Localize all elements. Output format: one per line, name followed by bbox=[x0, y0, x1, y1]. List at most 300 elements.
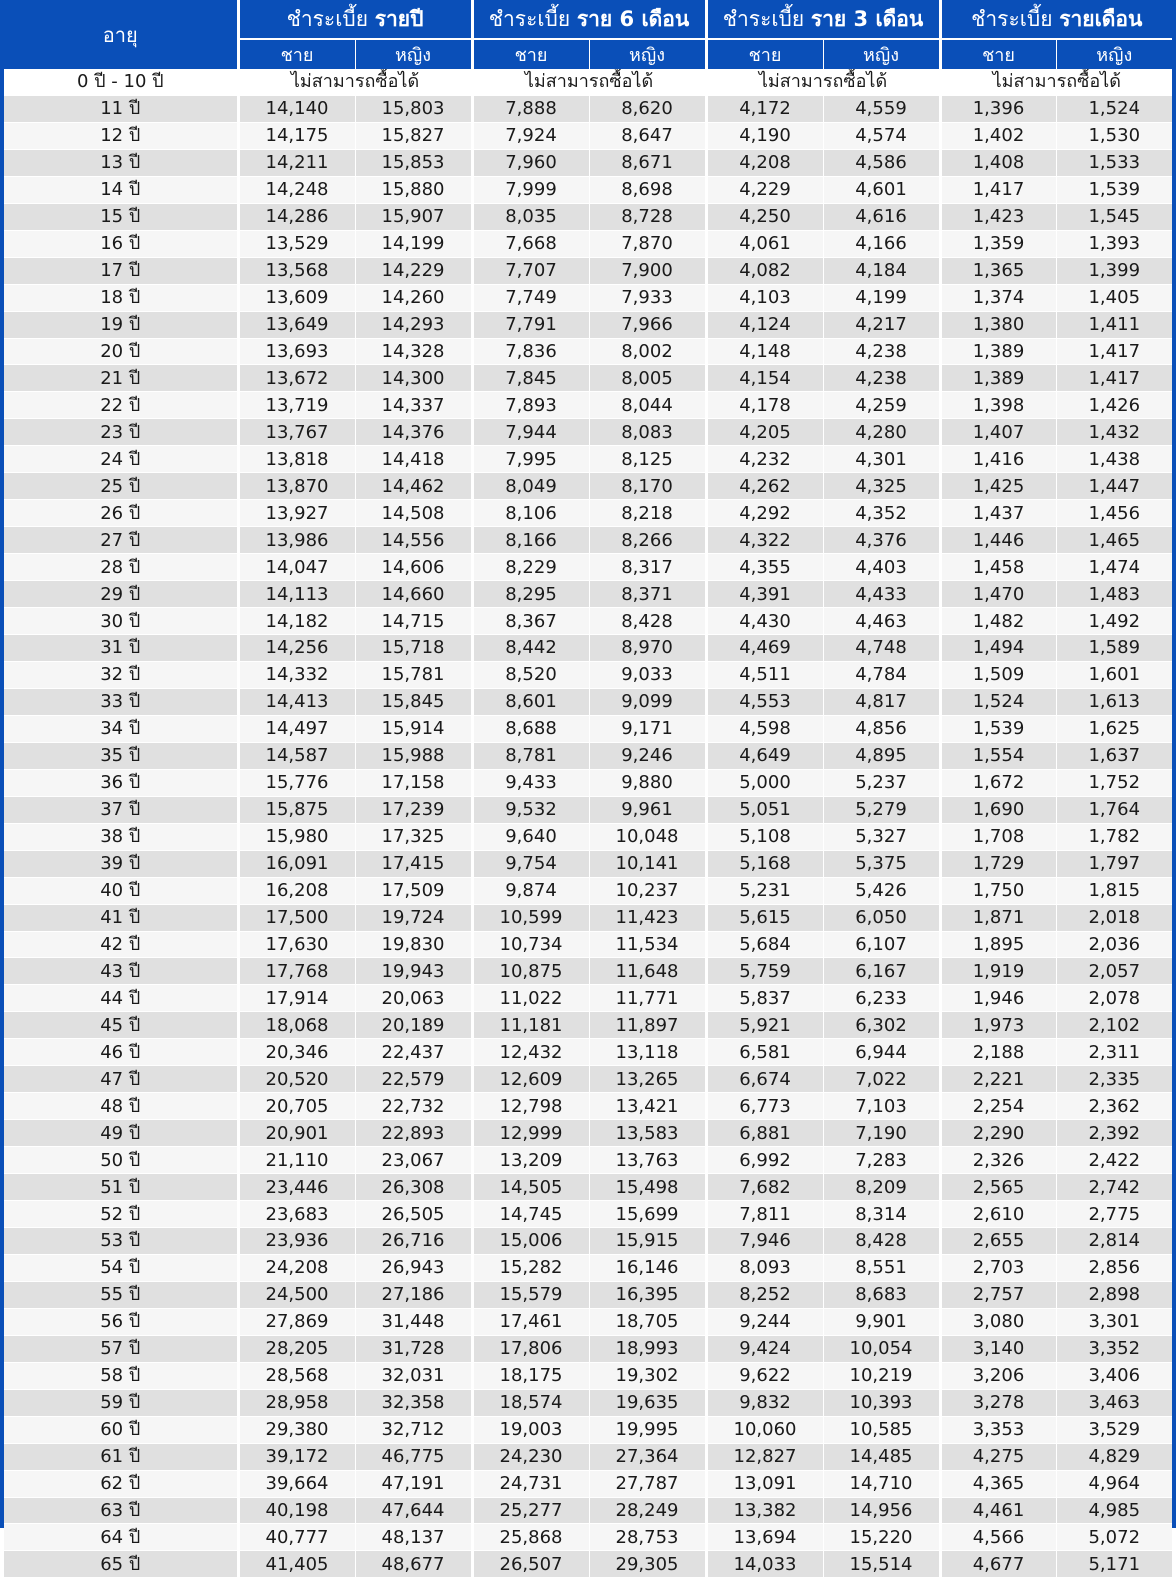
semiannual-male-cell: 25,277 bbox=[472, 1497, 589, 1524]
not-available-cell: ไม่สามารถซื้อได้ bbox=[706, 69, 940, 95]
quarterly-female-cell: 7,283 bbox=[823, 1147, 940, 1174]
semiannual-female-cell: 27,787 bbox=[589, 1470, 706, 1497]
semiannual-male-cell: 7,999 bbox=[472, 176, 589, 203]
quarterly-male-cell: 13,382 bbox=[706, 1497, 823, 1524]
semiannual-male-cell: 11,181 bbox=[472, 1012, 589, 1039]
table-row bbox=[4, 1147, 1172, 1174]
monthly-female-cell: 2,335 bbox=[1056, 1066, 1172, 1093]
quarterly-male-cell: 6,674 bbox=[706, 1066, 823, 1093]
semiannual-female-cell: 9,880 bbox=[589, 769, 706, 796]
quarterly-male-cell: 5,000 bbox=[706, 769, 823, 796]
quarterly-female-cell: 6,944 bbox=[823, 1039, 940, 1066]
annual-female-cell: 31,728 bbox=[355, 1335, 472, 1362]
quarterly-male-cell: 4,250 bbox=[706, 203, 823, 230]
monthly-female-cell: 5,171 bbox=[1056, 1551, 1172, 1578]
semiannual-male-cell: 8,520 bbox=[472, 661, 589, 688]
age-cell: 52 ปี bbox=[4, 1201, 238, 1228]
annual-female-cell: 14,229 bbox=[355, 257, 472, 284]
quarterly-male-cell: 9,424 bbox=[706, 1335, 823, 1362]
annual-male-cell: 14,413 bbox=[238, 688, 355, 715]
annual-female-cell: 14,660 bbox=[355, 581, 472, 608]
quarterly-male-cell: 13,694 bbox=[706, 1524, 823, 1551]
semiannual-female-cell: 10,141 bbox=[589, 850, 706, 877]
annual-male-cell: 13,649 bbox=[238, 311, 355, 338]
semiannual-male-cell: 15,282 bbox=[472, 1254, 589, 1281]
monthly-female-cell: 2,422 bbox=[1056, 1147, 1172, 1174]
monthly-female-cell: 1,530 bbox=[1056, 122, 1172, 149]
age-cell: 11 ปี bbox=[4, 95, 238, 122]
header-male: ชาย bbox=[940, 39, 1056, 69]
table-row bbox=[4, 203, 1172, 230]
annual-female-cell: 15,914 bbox=[355, 715, 472, 742]
table-row bbox=[4, 608, 1172, 635]
age-cell: 38 ปี bbox=[4, 823, 238, 850]
quarterly-female-cell: 7,022 bbox=[823, 1066, 940, 1093]
monthly-male-cell: 1,389 bbox=[940, 338, 1056, 365]
monthly-female-cell: 1,399 bbox=[1056, 257, 1172, 284]
table-row bbox=[4, 257, 1172, 284]
annual-female-cell: 14,508 bbox=[355, 500, 472, 527]
quarterly-female-cell: 14,956 bbox=[823, 1497, 940, 1524]
quarterly-female-cell: 4,184 bbox=[823, 257, 940, 284]
monthly-female-cell: 3,406 bbox=[1056, 1362, 1172, 1389]
semiannual-male-cell: 8,166 bbox=[472, 527, 589, 554]
table-row bbox=[4, 500, 1172, 527]
age-cell: 12 ปี bbox=[4, 122, 238, 149]
quarterly-female-cell: 4,403 bbox=[823, 554, 940, 581]
age-cell: 47 ปี bbox=[4, 1066, 238, 1093]
age-cell: 21 ปี bbox=[4, 365, 238, 392]
table-row bbox=[4, 527, 1172, 554]
age-cell: 23 ปี bbox=[4, 419, 238, 446]
age-cell: 0 ปี - 10 ปี bbox=[4, 69, 238, 95]
annual-female-cell: 27,186 bbox=[355, 1281, 472, 1308]
quarterly-female-cell: 8,428 bbox=[823, 1227, 940, 1254]
annual-male-cell: 14,497 bbox=[238, 715, 355, 742]
semiannual-male-cell: 9,532 bbox=[472, 796, 589, 823]
quarterly-female-cell: 4,559 bbox=[823, 95, 940, 122]
annual-male-cell: 28,568 bbox=[238, 1362, 355, 1389]
monthly-female-cell: 1,417 bbox=[1056, 365, 1172, 392]
annual-male-cell: 13,767 bbox=[238, 419, 355, 446]
semiannual-female-cell: 18,705 bbox=[589, 1308, 706, 1335]
quarterly-female-cell: 7,103 bbox=[823, 1093, 940, 1120]
monthly-male-cell: 2,188 bbox=[940, 1039, 1056, 1066]
quarterly-male-cell: 5,837 bbox=[706, 985, 823, 1012]
age-cell: 37 ปี bbox=[4, 796, 238, 823]
table-row bbox=[4, 1524, 1172, 1551]
annual-male-cell: 15,980 bbox=[238, 823, 355, 850]
semiannual-female-cell: 8,125 bbox=[589, 446, 706, 473]
monthly-female-cell: 1,426 bbox=[1056, 392, 1172, 419]
monthly-female-cell: 3,301 bbox=[1056, 1308, 1172, 1335]
table-row bbox=[4, 365, 1172, 392]
monthly-female-cell: 4,985 bbox=[1056, 1497, 1172, 1524]
semiannual-female-cell: 8,647 bbox=[589, 122, 706, 149]
monthly-male-cell: 2,565 bbox=[940, 1174, 1056, 1201]
age-cell: 43 ปี bbox=[4, 958, 238, 985]
annual-male-cell: 14,211 bbox=[238, 149, 355, 176]
annual-female-cell: 46,775 bbox=[355, 1443, 472, 1470]
table-row bbox=[4, 1551, 1172, 1578]
table-row bbox=[4, 122, 1172, 149]
semiannual-female-cell: 8,317 bbox=[589, 554, 706, 581]
monthly-male-cell: 3,353 bbox=[940, 1416, 1056, 1443]
semiannual-male-cell: 15,006 bbox=[472, 1227, 589, 1254]
monthly-male-cell: 1,417 bbox=[940, 176, 1056, 203]
annual-female-cell: 20,189 bbox=[355, 1012, 472, 1039]
age-cell: 54 ปี bbox=[4, 1254, 238, 1281]
semiannual-male-cell: 14,505 bbox=[472, 1174, 589, 1201]
monthly-male-cell: 1,690 bbox=[940, 796, 1056, 823]
table-row bbox=[4, 419, 1172, 446]
semiannual-female-cell: 19,995 bbox=[589, 1416, 706, 1443]
age-cell: 36 ปี bbox=[4, 769, 238, 796]
annual-male-cell: 14,047 bbox=[238, 554, 355, 581]
quarterly-male-cell: 6,581 bbox=[706, 1039, 823, 1066]
quarterly-female-cell: 5,375 bbox=[823, 850, 940, 877]
header-group-monthly: ชำระเบี้ย รายเดือน bbox=[940, 0, 1172, 39]
header-male: ชาย bbox=[238, 39, 355, 69]
annual-male-cell: 13,568 bbox=[238, 257, 355, 284]
quarterly-female-cell: 4,166 bbox=[823, 230, 940, 257]
quarterly-female-cell: 9,901 bbox=[823, 1308, 940, 1335]
quarterly-male-cell: 8,093 bbox=[706, 1254, 823, 1281]
semiannual-male-cell: 19,003 bbox=[472, 1416, 589, 1443]
semiannual-male-cell: 7,888 bbox=[472, 95, 589, 122]
not-available-cell: ไม่สามารถซื้อได้ bbox=[472, 69, 706, 95]
annual-female-cell: 14,300 bbox=[355, 365, 472, 392]
quarterly-female-cell: 4,352 bbox=[823, 500, 940, 527]
table-row bbox=[4, 392, 1172, 419]
annual-female-cell: 15,988 bbox=[355, 742, 472, 769]
monthly-female-cell: 3,352 bbox=[1056, 1335, 1172, 1362]
monthly-female-cell: 1,797 bbox=[1056, 850, 1172, 877]
annual-female-cell: 15,781 bbox=[355, 661, 472, 688]
quarterly-female-cell: 4,433 bbox=[823, 581, 940, 608]
semiannual-female-cell: 28,753 bbox=[589, 1524, 706, 1551]
annual-male-cell: 17,914 bbox=[238, 985, 355, 1012]
quarterly-male-cell: 9,622 bbox=[706, 1362, 823, 1389]
quarterly-female-cell: 15,514 bbox=[823, 1551, 940, 1578]
monthly-male-cell: 1,895 bbox=[940, 931, 1056, 958]
annual-female-cell: 32,358 bbox=[355, 1389, 472, 1416]
semiannual-male-cell: 7,924 bbox=[472, 122, 589, 149]
monthly-male-cell: 1,374 bbox=[940, 284, 1056, 311]
quarterly-female-cell: 4,616 bbox=[823, 203, 940, 230]
monthly-male-cell: 1,554 bbox=[940, 742, 1056, 769]
table-row bbox=[4, 95, 1172, 122]
table-row bbox=[4, 581, 1172, 608]
monthly-male-cell: 1,402 bbox=[940, 122, 1056, 149]
semiannual-male-cell: 10,599 bbox=[472, 904, 589, 931]
annual-female-cell: 15,853 bbox=[355, 149, 472, 176]
annual-male-cell: 13,719 bbox=[238, 392, 355, 419]
monthly-male-cell: 1,919 bbox=[940, 958, 1056, 985]
monthly-male-cell: 4,677 bbox=[940, 1551, 1056, 1578]
semiannual-female-cell: 28,249 bbox=[589, 1497, 706, 1524]
quarterly-male-cell: 6,881 bbox=[706, 1120, 823, 1147]
table-row bbox=[4, 877, 1172, 904]
age-cell: 35 ปี bbox=[4, 742, 238, 769]
monthly-female-cell: 1,474 bbox=[1056, 554, 1172, 581]
semiannual-female-cell: 7,933 bbox=[589, 284, 706, 311]
age-cell: 20 ปี bbox=[4, 338, 238, 365]
annual-female-cell: 14,293 bbox=[355, 311, 472, 338]
quarterly-female-cell: 4,748 bbox=[823, 635, 940, 662]
table-row bbox=[4, 958, 1172, 985]
age-cell: 15 ปี bbox=[4, 203, 238, 230]
quarterly-male-cell: 4,322 bbox=[706, 527, 823, 554]
annual-female-cell: 22,437 bbox=[355, 1039, 472, 1066]
semiannual-male-cell: 17,461 bbox=[472, 1308, 589, 1335]
semiannual-male-cell: 7,668 bbox=[472, 230, 589, 257]
monthly-female-cell: 3,463 bbox=[1056, 1389, 1172, 1416]
annual-female-cell: 32,712 bbox=[355, 1416, 472, 1443]
monthly-male-cell: 1,494 bbox=[940, 635, 1056, 662]
monthly-female-cell: 1,438 bbox=[1056, 446, 1172, 473]
table-row bbox=[4, 1281, 1172, 1308]
annual-male-cell: 29,380 bbox=[238, 1416, 355, 1443]
annual-male-cell: 39,172 bbox=[238, 1443, 355, 1470]
quarterly-female-cell: 6,050 bbox=[823, 904, 940, 931]
age-cell: 14 ปี bbox=[4, 176, 238, 203]
annual-female-cell: 19,830 bbox=[355, 931, 472, 958]
monthly-male-cell: 1,423 bbox=[940, 203, 1056, 230]
table-row bbox=[4, 1389, 1172, 1416]
annual-female-cell: 17,239 bbox=[355, 796, 472, 823]
table-row bbox=[4, 446, 1172, 473]
monthly-male-cell: 1,470 bbox=[940, 581, 1056, 608]
annual-male-cell: 14,256 bbox=[238, 635, 355, 662]
annual-male-cell: 13,693 bbox=[238, 338, 355, 365]
semiannual-female-cell: 19,302 bbox=[589, 1362, 706, 1389]
table-row bbox=[4, 688, 1172, 715]
not-available-cell: ไม่สามารถซื้อได้ bbox=[940, 69, 1172, 95]
annual-female-cell: 17,158 bbox=[355, 769, 472, 796]
monthly-female-cell: 5,072 bbox=[1056, 1524, 1172, 1551]
quarterly-male-cell: 5,684 bbox=[706, 931, 823, 958]
premium-table bbox=[4, 0, 1172, 1578]
semiannual-male-cell: 8,367 bbox=[472, 608, 589, 635]
semiannual-female-cell: 9,033 bbox=[589, 661, 706, 688]
monthly-male-cell: 1,389 bbox=[940, 365, 1056, 392]
annual-male-cell: 40,198 bbox=[238, 1497, 355, 1524]
quarterly-female-cell: 4,301 bbox=[823, 446, 940, 473]
annual-male-cell: 39,664 bbox=[238, 1470, 355, 1497]
annual-female-cell: 32,031 bbox=[355, 1362, 472, 1389]
annual-male-cell: 24,208 bbox=[238, 1254, 355, 1281]
monthly-female-cell: 4,829 bbox=[1056, 1443, 1172, 1470]
quarterly-male-cell: 4,205 bbox=[706, 419, 823, 446]
semiannual-female-cell: 11,423 bbox=[589, 904, 706, 931]
annual-male-cell: 20,705 bbox=[238, 1093, 355, 1120]
annual-female-cell: 47,644 bbox=[355, 1497, 472, 1524]
monthly-male-cell: 4,365 bbox=[940, 1470, 1056, 1497]
semiannual-female-cell: 7,870 bbox=[589, 230, 706, 257]
annual-male-cell: 16,091 bbox=[238, 850, 355, 877]
quarterly-male-cell: 4,292 bbox=[706, 500, 823, 527]
table-row bbox=[4, 284, 1172, 311]
annual-male-cell: 14,286 bbox=[238, 203, 355, 230]
quarterly-male-cell: 4,355 bbox=[706, 554, 823, 581]
annual-female-cell: 14,462 bbox=[355, 473, 472, 500]
header-group-6-month: ชำระเบี้ย ราย 6 เดือน bbox=[472, 0, 706, 39]
annual-female-cell: 17,509 bbox=[355, 877, 472, 904]
table-row bbox=[4, 1039, 1172, 1066]
table-row bbox=[4, 1254, 1172, 1281]
quarterly-female-cell: 10,219 bbox=[823, 1362, 940, 1389]
monthly-male-cell: 2,703 bbox=[940, 1254, 1056, 1281]
quarterly-female-cell: 8,209 bbox=[823, 1174, 940, 1201]
age-cell: 64 ปี bbox=[4, 1524, 238, 1551]
semiannual-male-cell: 17,806 bbox=[472, 1335, 589, 1362]
table-row bbox=[4, 850, 1172, 877]
age-cell: 48 ปี bbox=[4, 1093, 238, 1120]
annual-female-cell: 17,415 bbox=[355, 850, 472, 877]
quarterly-male-cell: 5,051 bbox=[706, 796, 823, 823]
annual-male-cell: 13,986 bbox=[238, 527, 355, 554]
monthly-male-cell: 1,672 bbox=[940, 769, 1056, 796]
age-cell: 59 ปี bbox=[4, 1389, 238, 1416]
header-male: ชาย bbox=[706, 39, 823, 69]
semiannual-male-cell: 8,688 bbox=[472, 715, 589, 742]
annual-female-cell: 15,907 bbox=[355, 203, 472, 230]
quarterly-male-cell: 10,060 bbox=[706, 1416, 823, 1443]
quarterly-female-cell: 5,237 bbox=[823, 769, 940, 796]
table-row bbox=[4, 931, 1172, 958]
monthly-female-cell: 2,898 bbox=[1056, 1281, 1172, 1308]
semiannual-female-cell: 10,237 bbox=[589, 877, 706, 904]
quarterly-male-cell: 4,391 bbox=[706, 581, 823, 608]
annual-female-cell: 15,718 bbox=[355, 635, 472, 662]
annual-male-cell: 13,818 bbox=[238, 446, 355, 473]
monthly-female-cell: 2,775 bbox=[1056, 1201, 1172, 1228]
semiannual-male-cell: 15,579 bbox=[472, 1281, 589, 1308]
age-cell: 40 ปี bbox=[4, 877, 238, 904]
monthly-female-cell: 1,524 bbox=[1056, 95, 1172, 122]
age-cell: 58 ปี bbox=[4, 1362, 238, 1389]
semiannual-female-cell: 29,305 bbox=[589, 1551, 706, 1578]
quarterly-male-cell: 4,262 bbox=[706, 473, 823, 500]
semiannual-male-cell: 18,574 bbox=[472, 1389, 589, 1416]
quarterly-female-cell: 6,233 bbox=[823, 985, 940, 1012]
quarterly-male-cell: 7,811 bbox=[706, 1201, 823, 1228]
monthly-male-cell: 1,380 bbox=[940, 311, 1056, 338]
semiannual-female-cell: 27,364 bbox=[589, 1443, 706, 1470]
age-cell: 32 ปี bbox=[4, 661, 238, 688]
monthly-male-cell: 3,080 bbox=[940, 1308, 1056, 1335]
age-cell: 46 ปี bbox=[4, 1039, 238, 1066]
quarterly-female-cell: 4,238 bbox=[823, 338, 940, 365]
monthly-female-cell: 1,539 bbox=[1056, 176, 1172, 203]
annual-male-cell: 14,248 bbox=[238, 176, 355, 203]
table-row bbox=[4, 311, 1172, 338]
monthly-male-cell: 2,610 bbox=[940, 1201, 1056, 1228]
monthly-male-cell: 2,326 bbox=[940, 1147, 1056, 1174]
table-row bbox=[4, 1362, 1172, 1389]
quarterly-male-cell: 6,992 bbox=[706, 1147, 823, 1174]
age-cell: 45 ปี bbox=[4, 1012, 238, 1039]
header-female: หญิง bbox=[355, 39, 472, 69]
semiannual-male-cell: 7,893 bbox=[472, 392, 589, 419]
age-cell: 65 ปี bbox=[4, 1551, 238, 1578]
semiannual-male-cell: 9,754 bbox=[472, 850, 589, 877]
monthly-male-cell: 1,973 bbox=[940, 1012, 1056, 1039]
table-row bbox=[4, 1012, 1172, 1039]
semiannual-female-cell: 9,099 bbox=[589, 688, 706, 715]
monthly-female-cell: 1,764 bbox=[1056, 796, 1172, 823]
table-header bbox=[4, 0, 1172, 69]
monthly-female-cell: 2,311 bbox=[1056, 1039, 1172, 1066]
monthly-female-cell: 1,533 bbox=[1056, 149, 1172, 176]
header-female: หญิง bbox=[823, 39, 940, 69]
annual-male-cell: 20,901 bbox=[238, 1120, 355, 1147]
annual-male-cell: 13,609 bbox=[238, 284, 355, 311]
quarterly-male-cell: 4,190 bbox=[706, 122, 823, 149]
monthly-female-cell: 1,545 bbox=[1056, 203, 1172, 230]
annual-female-cell: 22,893 bbox=[355, 1120, 472, 1147]
monthly-female-cell: 2,392 bbox=[1056, 1120, 1172, 1147]
semiannual-female-cell: 16,395 bbox=[589, 1281, 706, 1308]
semiannual-male-cell: 18,175 bbox=[472, 1362, 589, 1389]
age-cell: 57 ปี bbox=[4, 1335, 238, 1362]
quarterly-male-cell: 4,208 bbox=[706, 149, 823, 176]
quarterly-male-cell: 4,469 bbox=[706, 635, 823, 662]
monthly-male-cell: 1,416 bbox=[940, 446, 1056, 473]
semiannual-male-cell: 10,734 bbox=[472, 931, 589, 958]
annual-male-cell: 20,346 bbox=[238, 1039, 355, 1066]
annual-male-cell: 13,672 bbox=[238, 365, 355, 392]
annual-female-cell: 14,556 bbox=[355, 527, 472, 554]
monthly-female-cell: 1,625 bbox=[1056, 715, 1172, 742]
table-row bbox=[4, 1201, 1172, 1228]
quarterly-male-cell: 5,759 bbox=[706, 958, 823, 985]
quarterly-female-cell: 8,551 bbox=[823, 1254, 940, 1281]
monthly-male-cell: 1,408 bbox=[940, 149, 1056, 176]
quarterly-male-cell: 7,682 bbox=[706, 1174, 823, 1201]
semiannual-female-cell: 18,993 bbox=[589, 1335, 706, 1362]
monthly-male-cell: 1,524 bbox=[940, 688, 1056, 715]
quarterly-female-cell: 4,463 bbox=[823, 608, 940, 635]
semiannual-female-cell: 8,671 bbox=[589, 149, 706, 176]
header-female: หญิง bbox=[1056, 39, 1172, 69]
quarterly-female-cell: 14,485 bbox=[823, 1443, 940, 1470]
semiannual-male-cell: 8,295 bbox=[472, 581, 589, 608]
monthly-female-cell: 1,815 bbox=[1056, 877, 1172, 904]
semiannual-male-cell: 8,442 bbox=[472, 635, 589, 662]
semiannual-female-cell: 8,044 bbox=[589, 392, 706, 419]
semiannual-male-cell: 25,868 bbox=[472, 1524, 589, 1551]
quarterly-male-cell: 5,168 bbox=[706, 850, 823, 877]
table-row bbox=[4, 1470, 1172, 1497]
table-row bbox=[4, 1416, 1172, 1443]
age-cell: 29 ปี bbox=[4, 581, 238, 608]
monthly-female-cell: 1,752 bbox=[1056, 769, 1172, 796]
annual-female-cell: 15,803 bbox=[355, 95, 472, 122]
quarterly-female-cell: 4,586 bbox=[823, 149, 940, 176]
monthly-female-cell: 2,057 bbox=[1056, 958, 1172, 985]
monthly-male-cell: 3,206 bbox=[940, 1362, 1056, 1389]
header-group-3-month: ชำระเบี้ย ราย 3 เดือน bbox=[706, 0, 940, 39]
monthly-female-cell: 4,964 bbox=[1056, 1470, 1172, 1497]
quarterly-male-cell: 5,108 bbox=[706, 823, 823, 850]
age-cell: 30 ปี bbox=[4, 608, 238, 635]
quarterly-female-cell: 14,710 bbox=[823, 1470, 940, 1497]
annual-female-cell: 14,376 bbox=[355, 419, 472, 446]
semiannual-female-cell: 8,371 bbox=[589, 581, 706, 608]
age-cell: 26 ปี bbox=[4, 500, 238, 527]
